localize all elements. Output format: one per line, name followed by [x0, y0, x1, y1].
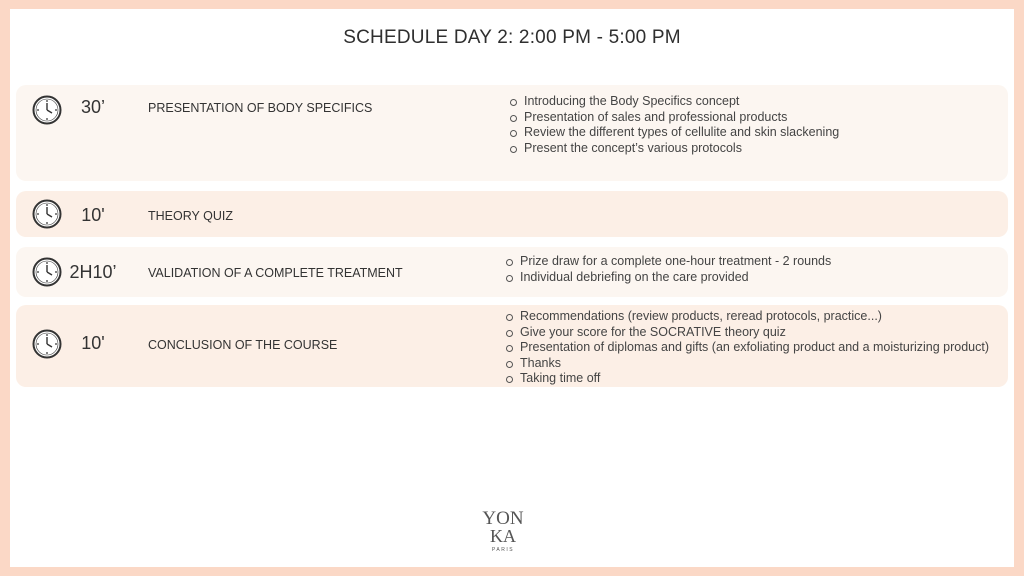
- clock-icon: [32, 95, 62, 125]
- list-item: Give your score for the SOCRATIVE theory quiz: [506, 325, 989, 341]
- duration: 2H10’: [69, 262, 117, 282]
- session-label: PRESENTATION OF BODY SPECIFICS: [148, 101, 373, 115]
- bullet-list: [506, 254, 831, 285]
- bullet-list: [510, 94, 839, 156]
- list-item: Recommendations (review products, reread protocols, practice...): [506, 309, 989, 325]
- schedule-row-theory-quiz: [16, 191, 1008, 237]
- list-item: Presentation of diplomas and gifts (an exfoliating product and a moisturizing product): [506, 340, 989, 356]
- list-item: Individual debriefing on the care provided: [506, 270, 831, 286]
- bullet-list: [506, 309, 989, 387]
- logo-text-bottom: KA: [490, 526, 516, 546]
- session-label: CONCLUSION OF THE COURSE: [148, 338, 338, 352]
- logo-text-top: YON: [482, 508, 524, 529]
- session-label: THEORY QUIZ: [148, 209, 233, 223]
- logo-text-sub: PARIS: [491, 547, 515, 553]
- list-item: Present the concept’s various protocols: [510, 141, 839, 157]
- slide: [10, 9, 1014, 567]
- list-item: Introducing the Body Specifics concept: [510, 94, 839, 110]
- session-label: VALIDATION OF A COMPLETE TREATMENT: [148, 266, 403, 280]
- schedule-row-conclusion: [16, 305, 1008, 387]
- list-item: Presentation of sales and professional products: [510, 110, 839, 126]
- duration: 10': [81, 333, 105, 353]
- yonka-logo: [478, 505, 528, 553]
- clock-icon: [32, 329, 62, 359]
- list-item: Thanks: [506, 356, 989, 372]
- list-item: Taking time off: [506, 371, 989, 387]
- page-title: SCHEDULE DAY 2: 2:00 PM - 5:00 PM: [343, 27, 681, 48]
- duration: 10': [81, 205, 105, 225]
- clock-icon: [32, 257, 62, 287]
- list-item: Review the different types of cellulite and skin slackening: [510, 125, 839, 141]
- list-item: Prize draw for a complete one-hour treatment - 2 rounds: [506, 254, 831, 270]
- schedule-row-body-specifics: [16, 85, 1008, 181]
- schedule-row-validation: [16, 247, 1008, 297]
- duration: 30’: [80, 97, 106, 117]
- clock-icon: [32, 199, 62, 229]
